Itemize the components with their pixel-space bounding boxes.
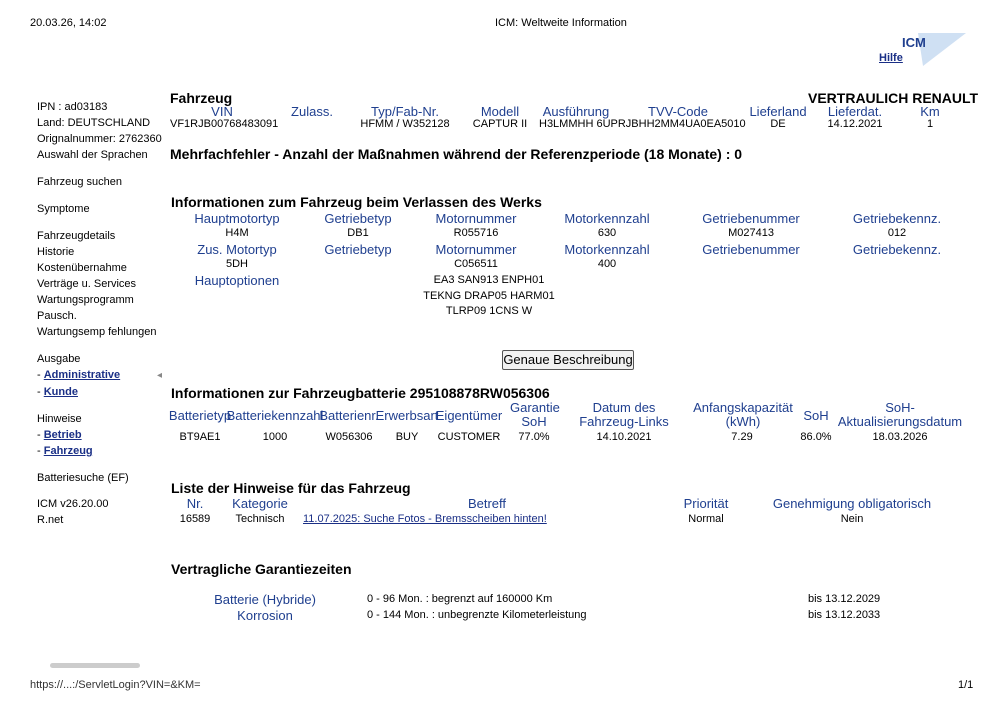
b-val-eigentuemer: CUSTOMER <box>437 431 501 443</box>
h-val-prioritaet: Normal <box>688 513 724 525</box>
version: ICM v26.20.00 <box>37 498 109 510</box>
b-hdr-erwerbsart: Erwerbsart <box>375 408 439 423</box>
f2-val-motornummer: C056511 <box>454 258 498 270</box>
f-hdr-getriebetyp: Getriebetyp <box>324 211 392 226</box>
col-typ: Typ/Fab-Nr. <box>371 104 439 119</box>
print-page: 1/1 <box>958 679 974 691</box>
h-val-kategorie: Technisch <box>235 513 285 525</box>
b-val-code: 1000 <box>262 431 288 443</box>
f-val-hauptmotortyp: H4M <box>225 227 249 239</box>
f2-hdr-getriebetyp: Getriebetyp <box>324 242 392 257</box>
col-modell: Modell <box>480 104 520 119</box>
w-label-corrosion: Korrosion <box>237 608 293 623</box>
b-val-anfangskapazitaet: 7.29 <box>731 431 753 443</box>
f-val-getriebenummer: M027413 <box>728 227 774 239</box>
b-hdr-soh-datum: SoH-Aktualisierungsdatum <box>837 400 963 429</box>
h-hdr-nr: Nr. <box>186 496 204 511</box>
col-km: Km <box>920 104 940 119</box>
hints-title: Liste der Hinweise für das Fahrzeug <box>171 480 411 496</box>
help-link[interactable]: Hilfe <box>879 52 903 64</box>
w-desc-corrosion: 0 - 144 Mon. : unbegrenzte Kilometerleistung <box>367 609 587 621</box>
h-val-nr: 16589 <box>179 513 211 525</box>
f-hdr-motornummer: Motornummer <box>435 211 517 226</box>
nav-vehicle-details[interactable]: Fahrzeugdetails <box>37 230 116 242</box>
options-label: Hauptoptionen <box>194 273 280 288</box>
f2-val-motorkennzahl: 400 <box>597 258 617 270</box>
confidential-label: VERTRAULICH RENAULT <box>808 90 979 106</box>
option-line-3: TLRP09 1CNS W <box>445 305 533 317</box>
f2-hdr-getriebekennz: Getriebekennz. <box>852 242 942 257</box>
typ-value: HFMM / W352128 <box>360 118 450 130</box>
nav-battery-search[interactable]: Batteriesuche (EF) <box>37 472 129 484</box>
ausgabe-heading: Ausgabe <box>37 353 81 365</box>
nav-fahrzeug[interactable]: - Fahrzeug <box>37 445 93 457</box>
col-lieferland: Lieferland <box>749 104 807 119</box>
nav-maintenance[interactable]: Wartungsprogramm <box>37 294 134 306</box>
nav-betrieb[interactable]: - Betrieb <box>37 429 82 441</box>
w-until-corrosion: bis 13.12.2033 <box>808 609 881 621</box>
nav-maintenance-recommendations[interactable]: Wartungsemp fehlungen <box>37 326 157 338</box>
scrollbar[interactable] <box>50 663 140 668</box>
f2-val-zusmotortyp: 5DH <box>225 258 249 270</box>
nav-administrative[interactable]: - Administrative <box>37 369 121 381</box>
multifault-line: Mehrfachfehler - Anzahl der Maßnahmen während der Referenzperiode (18 Monate) : 0 <box>170 146 743 162</box>
b-hdr-type: Batterietyp <box>168 408 232 423</box>
warranty-title: Vertragliche Garantiezeiten <box>171 561 352 577</box>
land: Land: DEUTSCHLAND <box>37 117 151 129</box>
col-zulass: Zulass. <box>291 104 333 119</box>
f2-hdr-getriebenummer: Getriebenummer <box>702 242 800 257</box>
rnet: R.net <box>37 514 64 526</box>
h-hdr-genehmigung: Genehmigung obligatorisch <box>772 496 932 511</box>
b-val-datum: 14.10.2021 <box>596 431 652 443</box>
f-hdr-motorkennzahl: Motorkennzahl <box>564 211 650 226</box>
f-hdr-getriebenummer: Getriebenummer <box>702 211 800 226</box>
nav-kunde[interactable]: - Kunde <box>37 386 78 398</box>
nav-vehicle-search[interactable]: Fahrzeug suchen <box>37 176 122 188</box>
vin-value: VF1RJB00768483091 <box>170 118 279 130</box>
battery-title: Informationen zur Fahrzeugbatterie 295108878RW056306 <box>171 385 550 401</box>
f-val-motorkennzahl: 630 <box>597 227 617 239</box>
b-val-garantie-soh: 77.0% <box>518 431 550 443</box>
option-line-2: TEKNG DRAP05 HARM01 <box>423 290 555 302</box>
nav-contracts[interactable]: Verträge u. Services <box>37 278 137 290</box>
lieferdat-value: 14.12.2021 <box>827 118 883 130</box>
w-label-battery: Batterie (Hybride) <box>214 592 316 607</box>
modell-value: CAPTUR II <box>472 118 528 130</box>
b-hdr-anfangskapazitaet: Anfangskapazität (kWh) <box>693 400 793 429</box>
b-hdr-datum: Datum des Fahrzeug-Links <box>579 400 669 429</box>
lieferland-value: DE <box>770 118 786 130</box>
print-title: ICM: Weltweite Information <box>495 17 627 29</box>
b-hdr-garantie-soh: Garantie SoH <box>510 400 560 429</box>
nav-pausch[interactable]: Pausch. <box>37 310 77 322</box>
nav-symptoms[interactable]: Symptome <box>37 203 90 215</box>
betrieb-link[interactable]: Betrieb <box>43 429 82 441</box>
ipn: IPN : ad03183 <box>37 101 108 113</box>
kunde-link[interactable]: Kunde <box>43 386 78 398</box>
nav-cost[interactable]: Kostenübernahme <box>37 262 127 274</box>
details-button[interactable]: Genaue Beschreibung <box>502 350 634 370</box>
f-val-getriebekennz: 012 <box>887 227 907 239</box>
icm-logo-text: ICM <box>902 35 926 50</box>
f-hdr-hauptmotortyp: Hauptmotortyp <box>194 211 280 226</box>
b-hdr-code: Batteriekennzahl <box>226 408 324 423</box>
h-val-betreff-link[interactable]: 11.07.2025: Suche Fotos - Bremsscheiben hinten! <box>303 513 547 525</box>
h-hdr-betreff: Betreff <box>467 496 507 511</box>
b-hdr-nr: Batterienr. <box>319 408 379 423</box>
col-tvv: TVV-Code <box>648 104 708 119</box>
f-val-motornummer: R055716 <box>453 227 499 239</box>
col-vin: VIN <box>211 104 233 119</box>
cursor-icon: ◂ <box>157 370 163 381</box>
f-hdr-getriebekennz: Getriebekennz. <box>852 211 942 226</box>
col-ausfuehrung: Ausführung <box>542 104 610 119</box>
print-url: https://...:/ServletLogin?VIN=&KM= <box>30 679 201 691</box>
km-value: 1 <box>926 118 934 130</box>
b-hdr-soh: SoH <box>803 408 829 423</box>
nav-history[interactable]: Historie <box>37 246 75 258</box>
h-hdr-kategorie: Kategorie <box>232 496 288 511</box>
h-val-genehmigung: Nein <box>840 513 864 525</box>
option-line-1: EA3 SAN913 ENPH01 <box>433 274 545 286</box>
factory-title: Informationen zum Fahrzeug beim Verlassen des Werks <box>171 194 542 210</box>
fahrzeug-link[interactable]: Fahrzeug <box>43 445 93 457</box>
f-val-getriebetyp: DB1 <box>347 227 369 239</box>
b-val-erwerbsart: BUY <box>395 431 419 443</box>
b-hdr-eigentuemer: Eigentümer <box>435 408 503 423</box>
nav-language[interactable]: Auswahl der Sprachen <box>37 149 148 161</box>
w-desc-battery: 0 - 96 Mon. : begrenzt auf 160000 Km <box>367 593 553 605</box>
tvv-value: H3LMMHH 6UPRJBHH2MM4UA0EA5010 <box>539 118 746 130</box>
w-until-battery: bis 13.12.2029 <box>808 593 881 605</box>
f2-hdr-motornummer: Motornummer <box>435 242 517 257</box>
b-val-soh-datum: 18.03.2026 <box>872 431 928 443</box>
col-lieferdat: Lieferdat. <box>827 104 883 119</box>
original-number: Orignalnummer: 2762360 <box>37 133 162 145</box>
b-val-nr: W056306 <box>325 431 373 443</box>
f2-hdr-motorkennzahl: Motorkennzahl <box>564 242 650 257</box>
h-hdr-prioritaet: Priorität <box>683 496 729 511</box>
f2-hdr-zusmotortyp: Zus. Motortyp <box>197 242 277 257</box>
print-datetime: 20.03.26, 14:02 <box>30 17 107 29</box>
vehicle-title: Fahrzeug <box>170 90 233 106</box>
b-val-type: BT9AE1 <box>179 431 221 443</box>
administrative-link[interactable]: Administrative <box>43 369 121 381</box>
hinweise-heading: Hinweise <box>37 413 82 425</box>
b-val-soh: 86.0% <box>800 431 832 443</box>
